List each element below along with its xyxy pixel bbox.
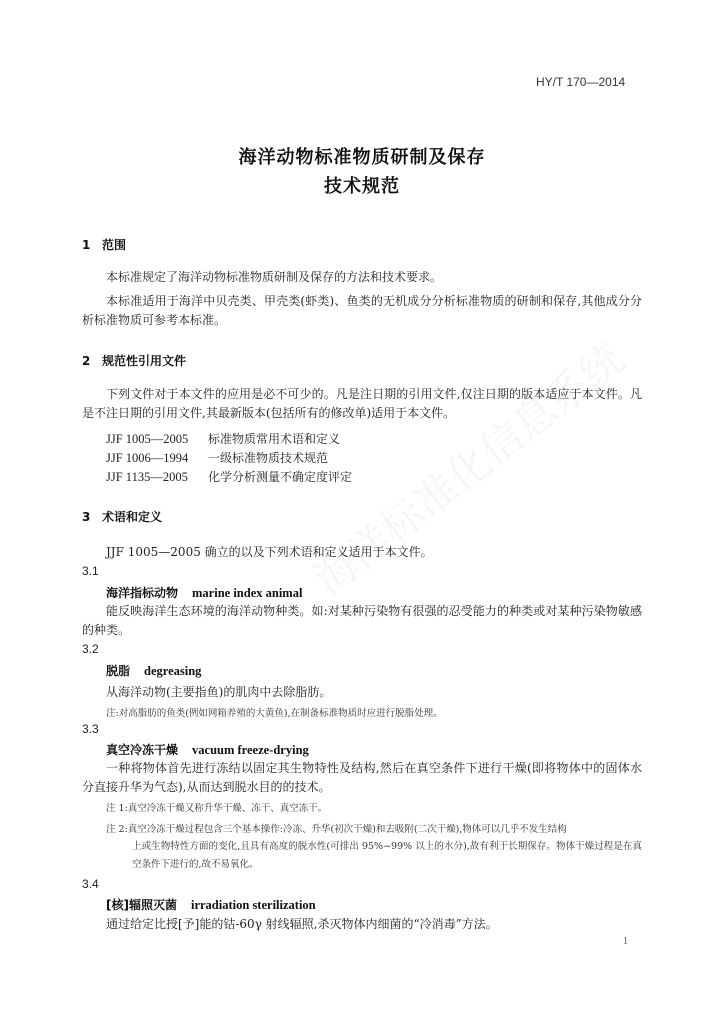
reference-code: JJF 1135—2005 — [106, 470, 188, 484]
reference-item — [106, 430, 340, 447]
term-number: 3.3 — [82, 722, 99, 736]
section-number: 1 — [82, 238, 91, 252]
reference-item — [106, 449, 328, 466]
term-heading — [106, 741, 309, 758]
term-note-2: 注 2:真空冷冻干燥过程包含三个基本操作:冷冻、升华(初次干燥)和去吸附(二次干燥),物体可以几乎不发生结构 — [106, 824, 567, 835]
section-2-intro: 下列文件对于本文件的应用是必不可少的。凡是注日期的引用文件,仅注日期的版本适应于本文件。凡是不注日期的引用文件,其最新版本(包括所有的修改单)适用于本文件。 — [82, 387, 642, 420]
reference-code: JJF 1006—1994 — [106, 451, 189, 465]
term-definition: 一种将物体首先进行冻结以固定其生物特性及结构,然后在真空条件下进行干燥(即将物体中的固体水分直接升华为气态),从而达到脱水目的的技术。 — [82, 761, 642, 794]
term-english: degreasing — [144, 664, 202, 678]
term-chinese: 脱脂 — [106, 664, 131, 678]
section-title: 规范性引用文件 — [102, 354, 187, 368]
reference-title: 化学分析测量不确定度评定 — [208, 470, 353, 484]
term-number: 3.4 — [82, 877, 99, 891]
section-number: 3 — [82, 510, 91, 524]
term-heading — [106, 662, 201, 679]
reference-item — [106, 468, 352, 485]
term-definition: 能反映海洋生态环境的海洋动物种类。如:对某种污染物有很强的忍受能力的种类或对某种污染物敏感的种类。 — [82, 604, 642, 637]
section-title: 术语和定义 — [102, 510, 163, 524]
term-number: 3.2 — [82, 642, 99, 656]
section-3-heading — [82, 508, 162, 525]
term-english: irradiation sterilization — [190, 898, 316, 912]
reference-code: JJF 1005—2005 — [106, 432, 189, 446]
section-1-paragraph-2: 本标准适用于海洋中贝壳类、甲壳类(虾类)、鱼类的无机成分分析标准物质的研制和保存,其他成分分析标准物质可参考本标准。 — [82, 294, 642, 327]
term-chinese: 真空冷冻干燥 — [106, 743, 179, 757]
section-number: 2 — [82, 354, 91, 368]
section-2-heading — [82, 352, 186, 369]
document-title-line2: 技术规范 — [324, 176, 400, 197]
term-note: 注:对高脂肪的鱼类(例如网箱养殖的大黄鱼),在制备标准物质时应进行脱脂处理。 — [106, 708, 443, 719]
term-definition: 从海洋动物(主要指鱼)的肌肉中去除脂肪。 — [106, 685, 332, 699]
term-definition: 通过给定比授[予]能的钴-60γ 射线辐照,杀灭物体内细菌的“冷消毒”方法。 — [106, 917, 498, 931]
term-heading — [106, 584, 302, 601]
section-1-paragraph-1: 本标准规定了海洋动物标准物质研制及保存的方法和技术要求。 — [106, 270, 443, 284]
term-english: marine index animal — [192, 586, 303, 600]
page-number: 1 — [623, 936, 628, 947]
term-english: vacuum freeze-drying — [192, 743, 309, 757]
reference-title: 标准物质常用术语和定义 — [208, 432, 341, 446]
document-title-line1: 海洋动物标准物质研制及保存 — [238, 147, 486, 168]
term-number: 3.1 — [82, 564, 99, 578]
term-chinese: 海洋指标动物 — [106, 586, 179, 600]
term-note-2-continued: 上或生物特性方面的变化,且具有高度的脱水性(可排出 95%~99% 以上的水分),故有利于长期保存。物体干燥过程是在真空条件下进行的,故不易氧化。 — [132, 841, 642, 870]
section-3-intro: JJF 1005—2005 确立的以及下列术语和定义适用于本文件。 — [106, 545, 433, 559]
section-title: 范围 — [102, 238, 127, 252]
standard-number: HY/T 170—2014 — [536, 75, 626, 89]
reference-title: 一级标准物质技术规范 — [208, 451, 329, 465]
term-note-1: 注 1:真空冷冻干燥又称升华干燥、冻干、真空冻干。 — [106, 803, 328, 814]
term-chinese: [核]辐照灭菌 — [106, 898, 177, 912]
section-1-heading — [82, 236, 126, 253]
term-heading — [106, 896, 316, 913]
